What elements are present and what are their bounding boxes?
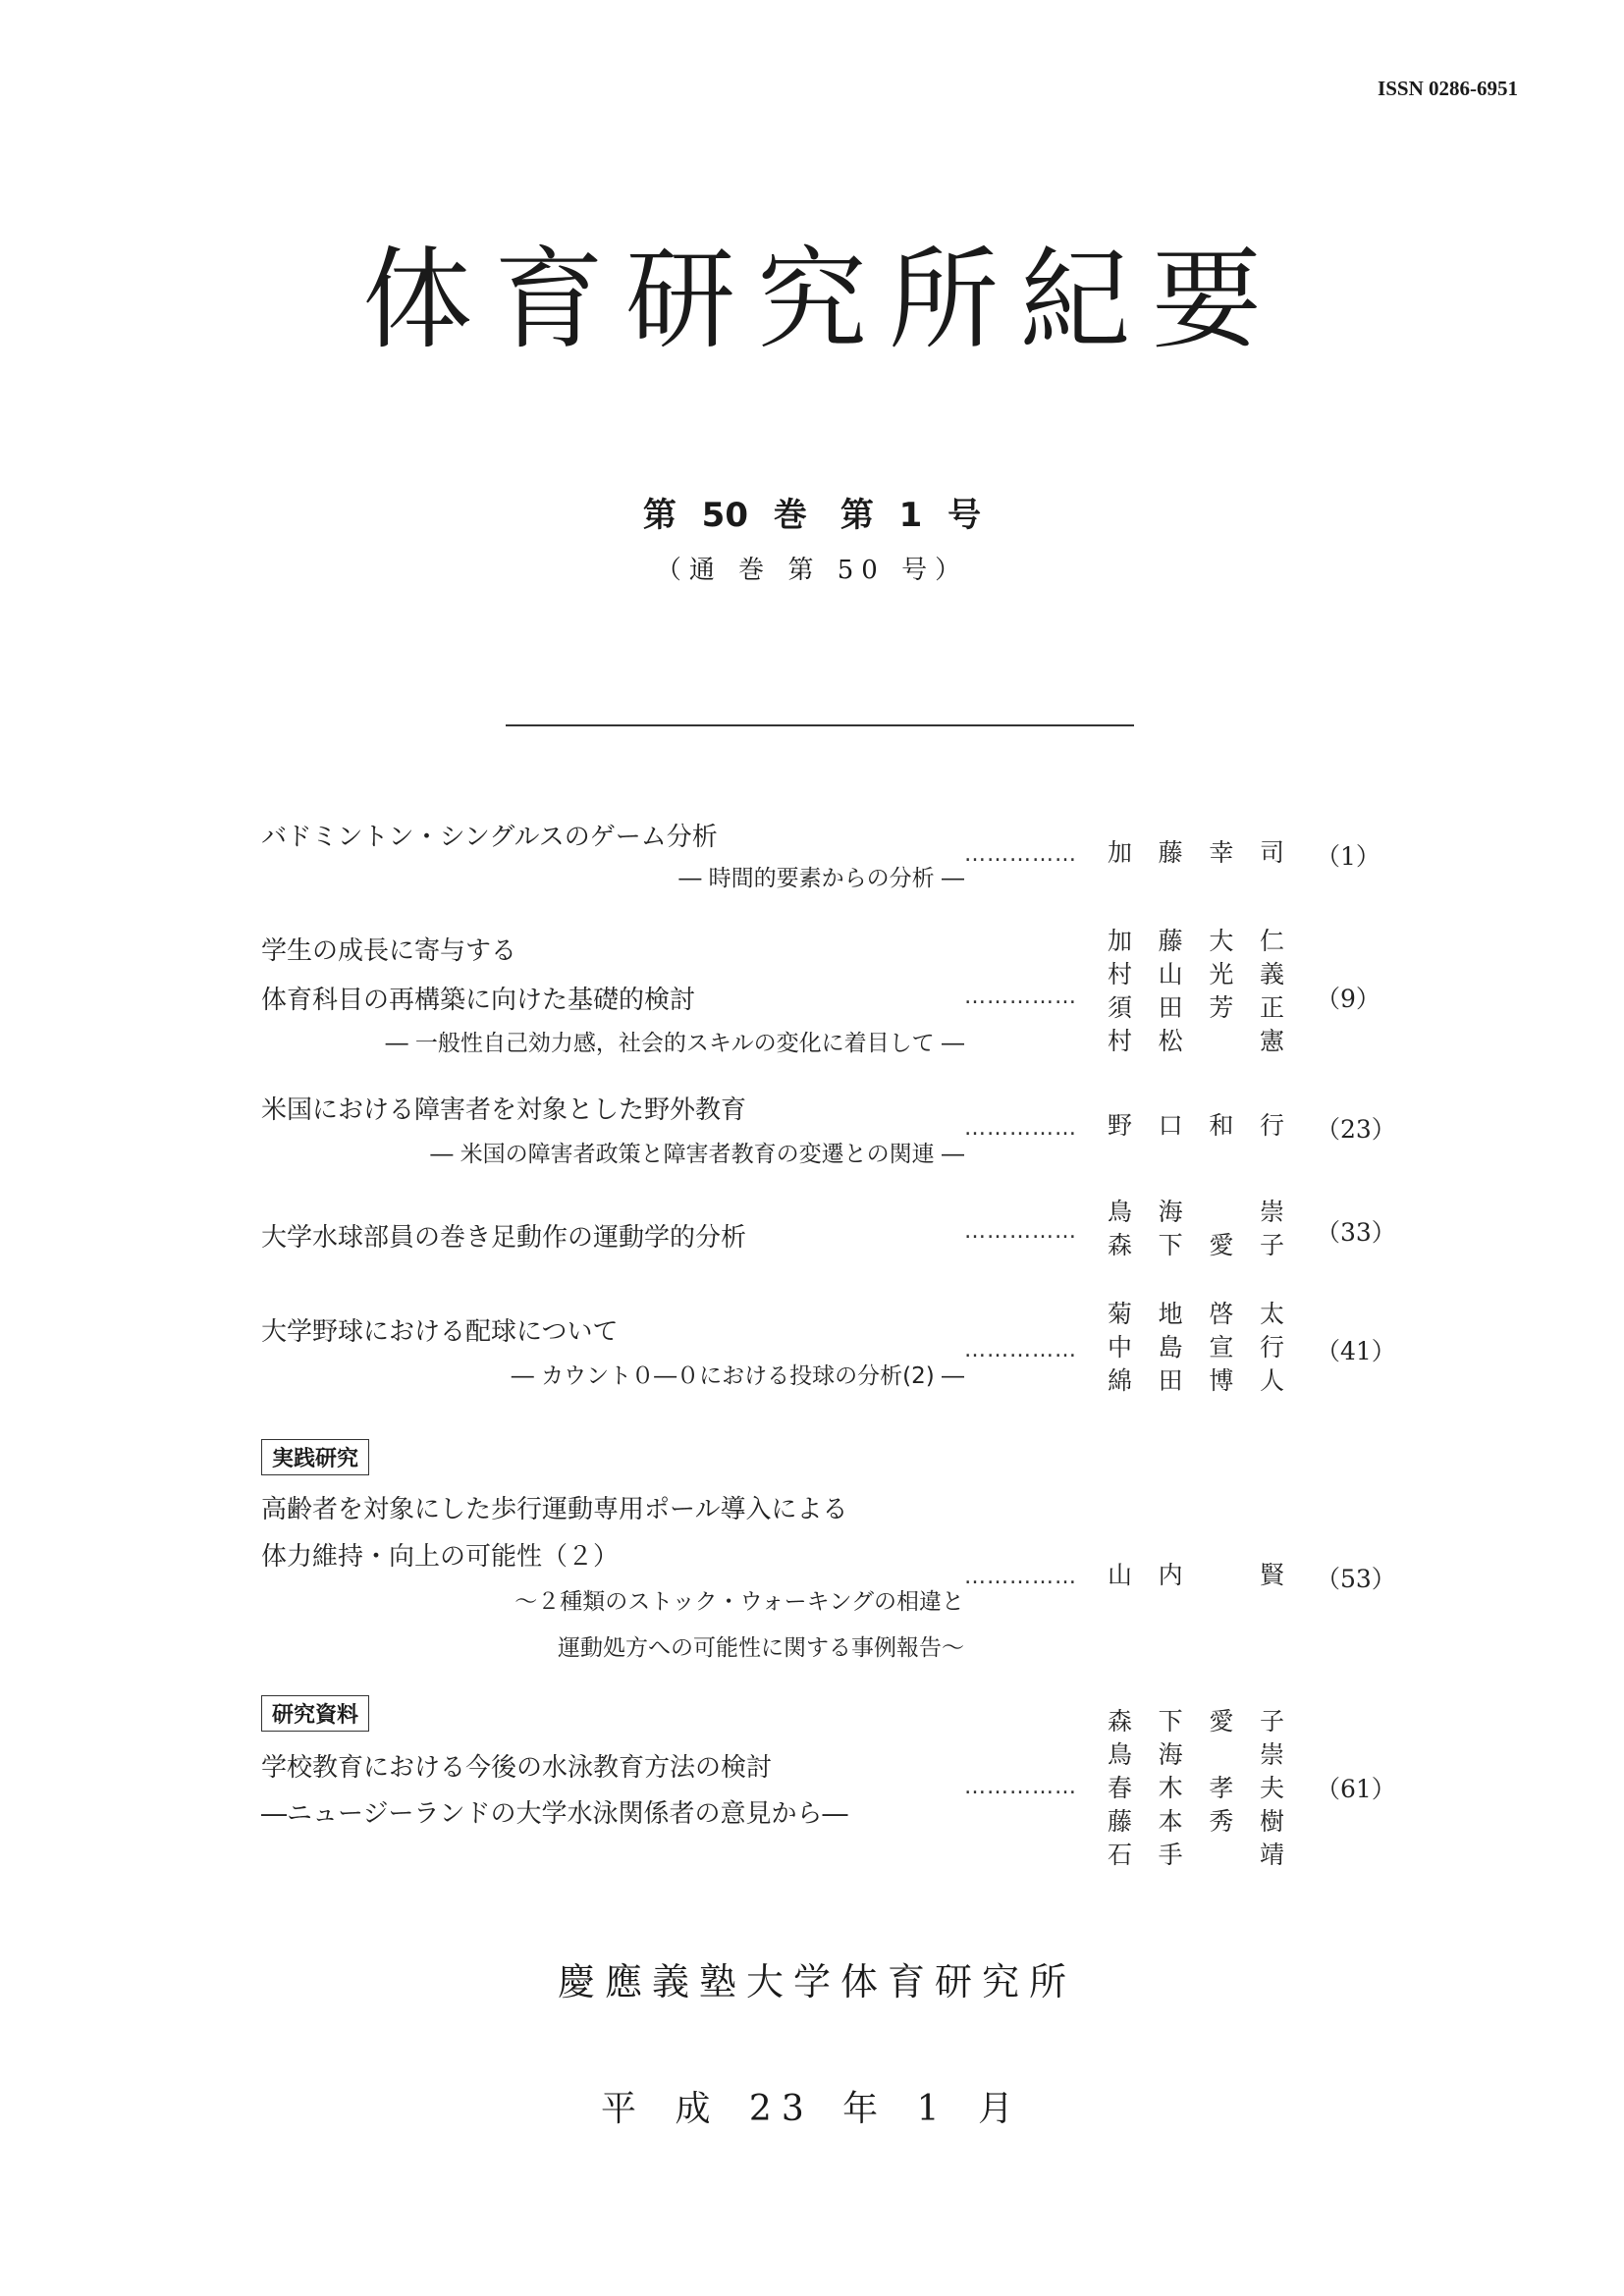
author-name: 中 島 宣 行 (1108, 1333, 1284, 1362)
entry-subtitle: ― 一般性自己効力感，社会的スキルの変化に着目して ― (385, 1031, 964, 1056)
entry-title: 大学水球部員の巻き足動作の運動学的分析 (261, 1223, 747, 1253)
entry-subtitle: 運動処方への可能性に関する事例報告～ (558, 1635, 964, 1661)
entry-page: （53） (1316, 1565, 1396, 1593)
section-label: 実践研究 (261, 1439, 369, 1475)
author-name: 村 松 憲 (1108, 1027, 1284, 1055)
author-name: 野 口 和 行 (1108, 1111, 1284, 1140)
entry-page: （61） (1316, 1775, 1396, 1803)
volume-issue: 第 50 巻 第 1 号 (642, 496, 982, 535)
entry-authors (1108, 1196, 1284, 1262)
author-name: 須 田 芳 正 (1108, 993, 1284, 1022)
leader-dots: …………… (964, 1565, 1077, 1589)
entry-subtitle: ～２種類のストック・ウォーキングの相違と (514, 1589, 964, 1615)
entry-page: （41） (1316, 1337, 1396, 1365)
entry-title: 大学野球における配球について (261, 1317, 619, 1347)
entry-subtitle: ― 時間的要素からの分析 ― (678, 866, 964, 891)
entry-title: 高齢者を対象にした歩行運動専用ポール導入による (261, 1495, 848, 1524)
leader-dots: …………… (964, 1775, 1077, 1799)
entry-title: 体力維持・向上の可能性（２） (261, 1542, 620, 1572)
author-name: 森 下 愛 子 (1108, 1707, 1284, 1735)
entry-authors (1108, 1705, 1284, 1872)
entry-page: （1） (1316, 842, 1380, 871)
leader-dots: …………… (964, 842, 1077, 867)
leader-dots: …………… (964, 1116, 1077, 1141)
section-label: 研究資料 (261, 1695, 369, 1732)
author-name: 菊 地 啓 太 (1108, 1300, 1284, 1328)
issn-number: ISSN 0286-6951 (1378, 77, 1518, 100)
entry-authors (1108, 836, 1284, 870)
entry-authors (1108, 1109, 1284, 1143)
leader-dots: …………… (964, 1219, 1077, 1244)
entry-subtitle: ― 米国の障害者政策と障害者教育の変遷との関連 ― (430, 1142, 964, 1167)
publisher-name: 慶應義塾大学体育研究所 (557, 1960, 1076, 2003)
entry-authors (1108, 925, 1284, 1058)
leader-dots: …………… (964, 985, 1077, 1009)
entry-subtitle: ― カウント０―０における投球の分析(2) ― (511, 1363, 964, 1389)
publication-date: 平 成 23 年 1 月 (601, 2089, 1023, 2129)
entry-title: バドミントン・シングルスのゲーム分析 (261, 823, 718, 852)
entry-authors (1108, 1298, 1284, 1398)
entry-title: 学校教育における今後の水泳教育方法の検討 (261, 1753, 773, 1783)
leader-dots: …………… (964, 1338, 1077, 1362)
author-name: 春 木 孝 夫 (1108, 1774, 1284, 1802)
journal-title: 体育研究所紀要 (362, 237, 1283, 364)
author-name: 鳥 海 崇 (1108, 1740, 1284, 1769)
entry-title: 学生の成長に寄与する (261, 936, 517, 966)
entry-page: （23） (1316, 1115, 1396, 1144)
author-name: 藤 本 秀 樹 (1108, 1807, 1284, 1836)
entry-title: 米国における障害者を対象とした野外教育 (261, 1095, 747, 1125)
author-name: 石 手 靖 (1108, 1841, 1284, 1869)
author-name: 加 藤 大 仁 (1108, 927, 1284, 955)
author-name: 山 内 賢 (1108, 1561, 1284, 1589)
cumulative-issue: （通 巻 第 50 号） (655, 556, 969, 585)
entry-title: 体育科目の再構築に向けた基礎的検討 (261, 986, 696, 1015)
author-name: 加 藤 幸 司 (1108, 838, 1284, 867)
entry-page: （9） (1316, 985, 1380, 1013)
author-name: 綿 田 博 人 (1108, 1366, 1284, 1395)
entry-title: ―ニュージーランドの大学水泳関係者の意見から― (261, 1799, 848, 1829)
entry-authors (1108, 1559, 1284, 1592)
author-name: 村 山 光 義 (1108, 960, 1284, 988)
author-name: 鳥 海 崇 (1108, 1198, 1284, 1226)
author-name: 森 下 愛 子 (1108, 1231, 1284, 1259)
entry-page: （33） (1316, 1218, 1396, 1247)
